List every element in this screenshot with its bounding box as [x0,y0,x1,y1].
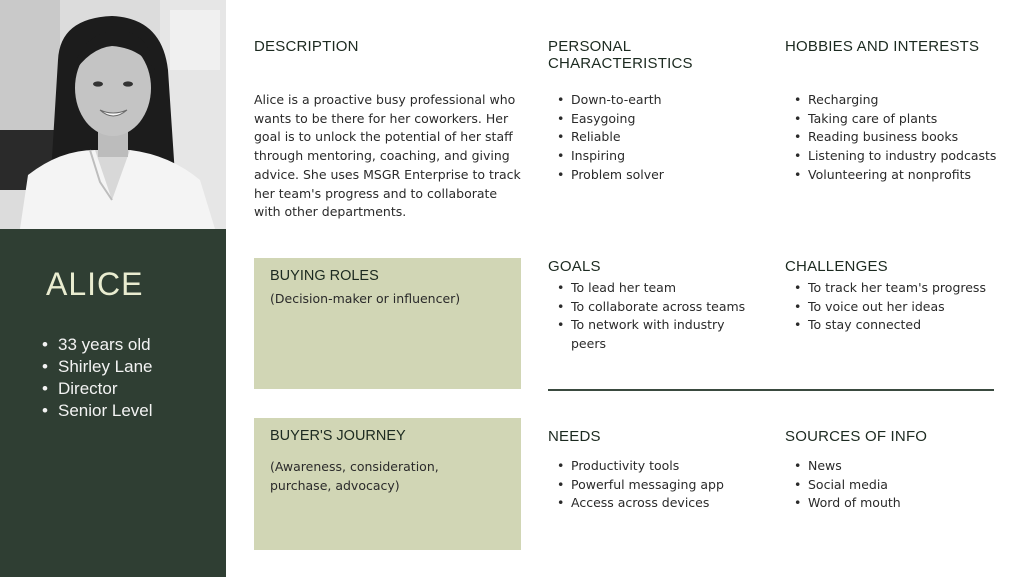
list-item: • Listening to industry podcasts [791,147,1016,166]
buying-roles-box [254,258,521,389]
sources-heading: SOURCES OF INFO [785,428,928,445]
persona-name: ALICE [46,266,144,302]
list-item: • To stay connected [791,316,1016,335]
list-item: • Easygoing [554,110,754,129]
list-item: • Powerful messaging app [554,476,764,495]
description-heading: DESCRIPTION [254,38,359,55]
list-item: • To collaborate across teams [554,298,754,317]
list-item: • To network with industry peers [554,316,754,353]
woman-portrait-image [0,0,226,229]
personal-characteristics-heading: PERSONAL CHARACTERISTICS [548,38,693,72]
list-item: • Volunteering at nonprofits [791,166,1016,185]
goals-heading: GOALS [548,258,601,275]
list-item: • To track her team's progress [791,279,1016,298]
personal-characteristics-list [554,91,754,185]
buyers-journey-text: (Awareness, consideration, purchase, advocacy) [270,459,439,493]
persona-photo [0,0,226,229]
list-item: • Reliable [554,128,754,147]
fact-age: • 33 years old [42,334,153,356]
list-item: • Social media [791,476,1001,495]
section-divider [548,389,994,391]
list-item: • To lead her team [554,279,754,298]
buyers-journey-box [254,418,521,550]
list-item: • Problem solver [554,166,754,185]
list-item: • Recharging [791,91,1016,110]
list-item: • Inspiring [554,147,754,166]
list-item: • To voice out her ideas [791,298,1016,317]
description-text: Alice is a proactive busy professional who wants to be there for her coworkers. Her goal is to unlock the potential of her staff through mentoring, coaching, and giving advice. She uses MSGR Enterprise to track her team's progress and to collaborate with other departments. [254,92,521,220]
sources-list [791,457,1001,513]
buying-roles-text: (Decision-maker or influencer) [270,291,461,306]
needs-list [554,457,764,513]
fact-level: • Senior Level [42,400,153,422]
list-item: • Taking care of plants [791,110,1016,129]
hobbies-heading: HOBBIES AND INTERESTS [785,38,980,55]
list-item: • Word of mouth [791,494,1001,513]
list-item: • Down-to-earth [554,91,754,110]
goals-list [554,279,754,354]
fact-location: • Shirley Lane [42,356,153,378]
persona-facts-list [42,334,153,422]
list-item: • Reading business books [791,128,1016,147]
fact-title: • Director [42,378,153,400]
persona-sidebar [0,0,226,577]
buyers-journey-heading: BUYER'S JOURNEY [270,428,406,444]
challenges-heading: CHALLENGES [785,258,888,275]
list-item: • Productivity tools [554,457,764,476]
hobbies-list [791,91,1016,185]
needs-heading: NEEDS [548,428,601,445]
buying-roles-heading: BUYING ROLES [270,268,379,284]
list-item: • News [791,457,1001,476]
challenges-list [791,279,1016,335]
list-item: • Access across devices [554,494,764,513]
